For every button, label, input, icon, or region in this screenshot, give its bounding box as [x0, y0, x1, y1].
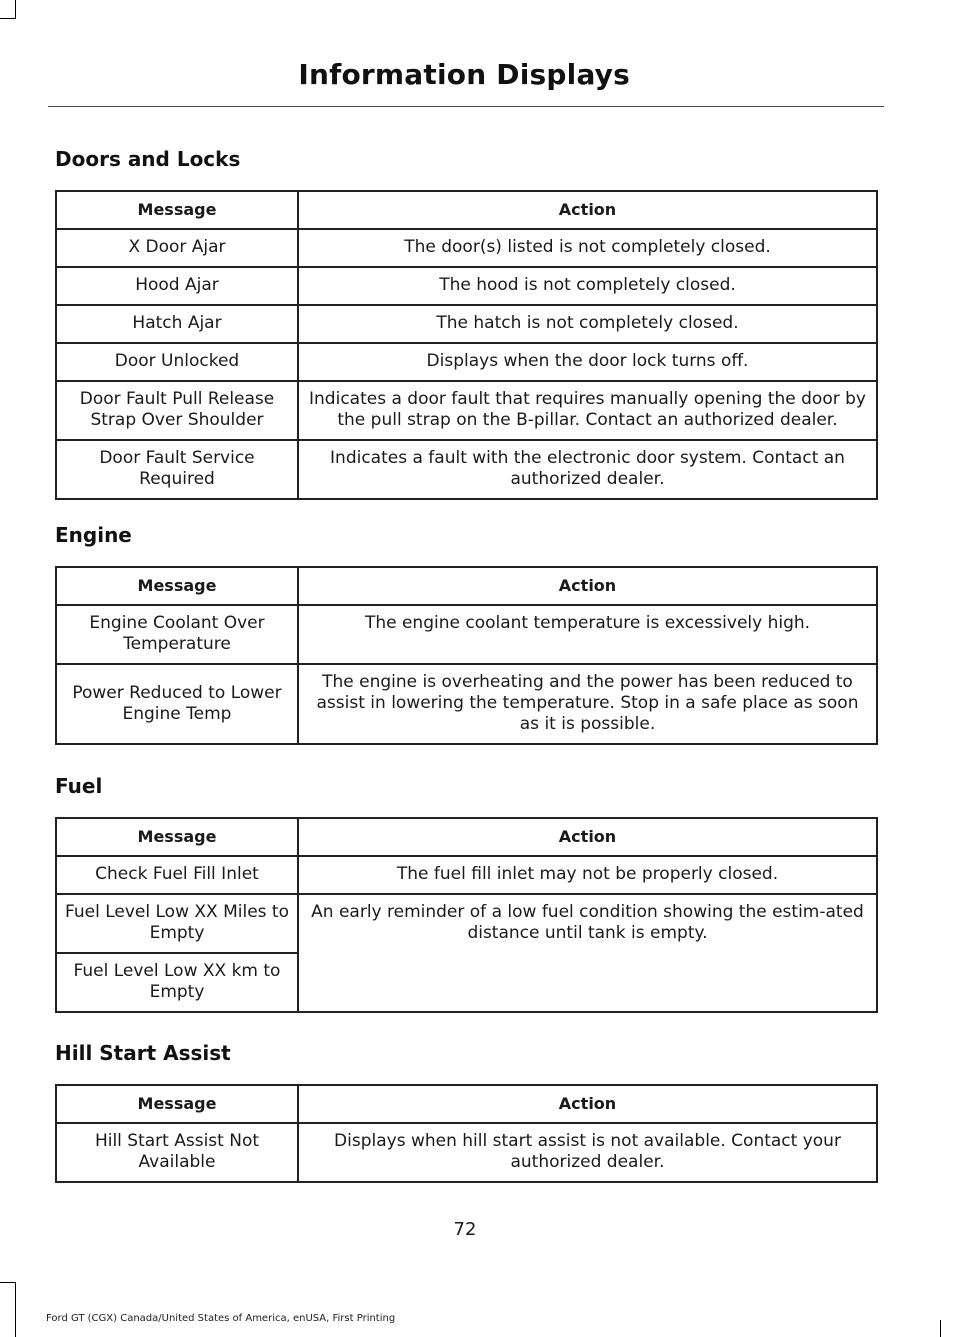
- message-cell: Door Fault Service Required: [56, 440, 298, 499]
- action-cell: Indicates a door fault that requires manually opening the door by the pull strap on the B-pillar. Contact an authorized dealer.: [298, 381, 877, 440]
- column-header-action: Action: [298, 818, 877, 856]
- crop-mark: [0, 1282, 16, 1283]
- crop-mark: [940, 1320, 941, 1337]
- column-header-message: Message: [56, 1085, 298, 1123]
- title-divider: [48, 106, 884, 107]
- message-cell: Engine Coolant Over Temperature: [56, 605, 298, 664]
- action-cell: The hatch is not completely closed.: [298, 305, 877, 343]
- action-cell: The engine coolant temperature is excessively high.: [298, 605, 877, 664]
- message-cell: X Door Ajar: [56, 229, 298, 267]
- action-cell: An early reminder of a low fuel condition showing the estim-ated distance until tank is empty.: [298, 894, 877, 1012]
- table-row: [56, 267, 877, 305]
- action-cell: Displays when the door lock turns off.: [298, 343, 877, 381]
- action-cell: The engine is overheating and the power has been reduced to assist in lowering the temperature. Stop in a safe place as soon as it is possible.: [298, 664, 877, 744]
- table-header-row: [56, 818, 877, 856]
- table-doors-and-locks: [55, 190, 878, 500]
- crop-mark: [15, 1282, 16, 1337]
- message-cell: Door Fault Pull Release Strap Over Shoulder: [56, 381, 298, 440]
- table-header-row: [56, 567, 877, 605]
- crop-mark: [0, 18, 16, 19]
- page-number: 72: [453, 1219, 477, 1240]
- table-row: [56, 894, 877, 953]
- message-cell: Hood Ajar: [56, 267, 298, 305]
- message-cell: Check Fuel Fill Inlet: [56, 856, 298, 894]
- table-row: [56, 1123, 877, 1182]
- table-fuel: [55, 817, 878, 1013]
- message-cell: Hatch Ajar: [56, 305, 298, 343]
- action-cell: The door(s) listed is not completely closed.: [298, 229, 877, 267]
- message-cell: Door Unlocked: [56, 343, 298, 381]
- table-hill-start-assist: [55, 1084, 878, 1183]
- table-row: [56, 440, 877, 499]
- column-header-action: Action: [298, 1085, 877, 1123]
- column-header-action: Action: [298, 191, 877, 229]
- table-header-row: [56, 1085, 877, 1123]
- table-row: [56, 605, 877, 664]
- table-row: [56, 856, 877, 894]
- table-row: [56, 343, 877, 381]
- action-cell: The hood is not completely closed.: [298, 267, 877, 305]
- section-title-fuel: Fuel: [55, 774, 103, 798]
- message-cell: Fuel Level Low XX Miles to Empty: [56, 894, 298, 953]
- table-header-row: [56, 191, 877, 229]
- column-header-message: Message: [56, 818, 298, 856]
- column-header-message: Message: [56, 191, 298, 229]
- table-row: [56, 305, 877, 343]
- table-row: [56, 381, 877, 440]
- action-cell: Indicates a fault with the electronic door system. Contact an authorized dealer.: [298, 440, 877, 499]
- column-header-message: Message: [56, 567, 298, 605]
- message-cell: Fuel Level Low XX km to Empty: [56, 953, 298, 1012]
- column-header-action: Action: [298, 567, 877, 605]
- crop-mark: [15, 0, 16, 18]
- table-engine: [55, 566, 878, 745]
- action-cell: The fuel fill inlet may not be properly closed.: [298, 856, 877, 894]
- table-row: [56, 229, 877, 267]
- section-title-hill-start-assist: Hill Start Assist: [55, 1041, 231, 1065]
- footer-printing-info: Ford GT (CGX) Canada/United States of America, enUSA, First Printing: [46, 1313, 396, 1324]
- action-cell: Displays when hill start assist is not available. Contact your authorized dealer.: [298, 1123, 877, 1182]
- table-row: [56, 664, 877, 744]
- section-title-doors-and-locks: Doors and Locks: [55, 147, 241, 171]
- message-cell: Hill Start Assist Not Available: [56, 1123, 298, 1182]
- message-cell: Power Reduced to Lower Engine Temp: [56, 664, 298, 744]
- section-title-engine: Engine: [55, 523, 132, 547]
- page-title: Information Displays: [298, 58, 630, 91]
